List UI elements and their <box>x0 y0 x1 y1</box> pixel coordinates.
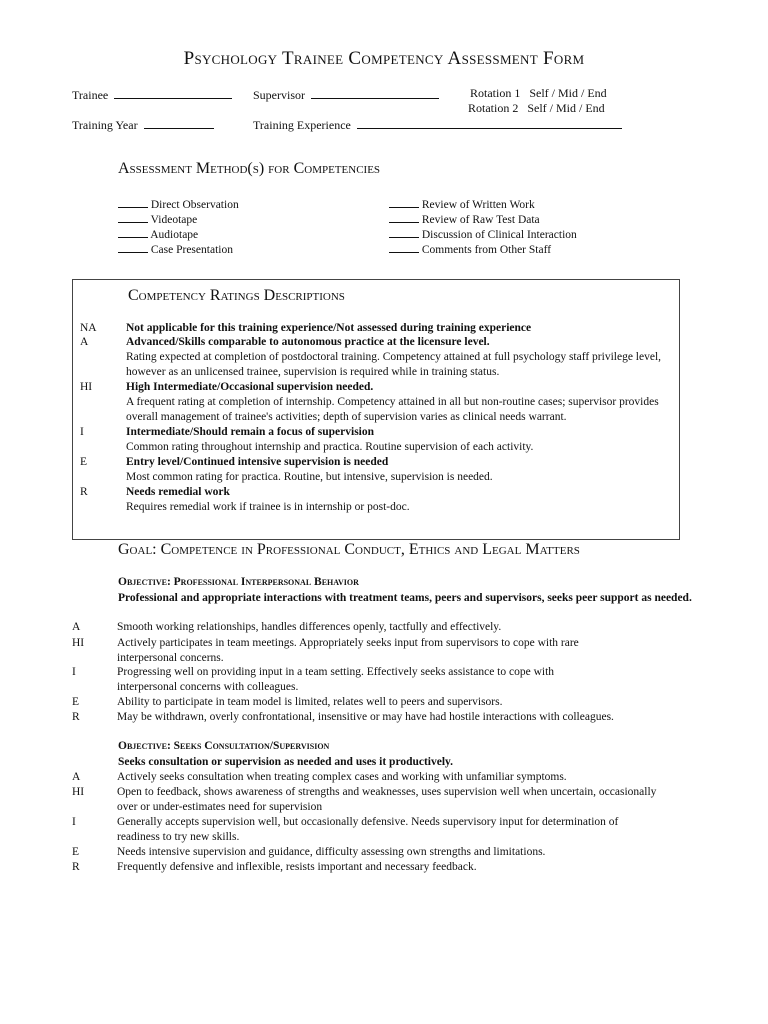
behavior-level <box>72 710 702 725</box>
rating-r <box>80 485 670 515</box>
rating-description: Common rating throughout internship and practica. Routine supervision of each activity. <box>126 441 534 453</box>
training-year-label: Training Year <box>72 118 138 132</box>
method-item <box>118 211 197 226</box>
training-experience-input-line[interactable] <box>357 117 622 129</box>
ratings-heading: Competency Ratings Descriptions <box>128 287 345 304</box>
method-check-line[interactable] <box>118 196 148 208</box>
level-description: Ability to participate in team model is limited, relates well to peers and supervisors. <box>117 696 503 708</box>
level-description: Smooth working relationships, handles differences openly, tactfully and effectively. <box>117 621 502 633</box>
behavior-level <box>72 770 702 785</box>
training-year-field <box>72 117 214 133</box>
method-check-line[interactable] <box>389 211 419 223</box>
level-code: E <box>72 696 80 708</box>
level-code: I <box>72 666 76 678</box>
rotation-1 <box>470 86 607 101</box>
level-code: HI <box>72 786 85 798</box>
method-label: Audiotape <box>150 229 199 241</box>
method-check-line[interactable] <box>389 226 419 238</box>
methods-heading: Assessment Method(s) for Competencies <box>118 160 381 177</box>
rating-title: Intermediate/Should remain a focus of supervision <box>126 426 375 438</box>
method-label: Discussion of Clinical Interaction <box>421 229 577 241</box>
rating-title: Not applicable for this training experience/Not assessed during training experience <box>126 322 532 334</box>
method-item <box>389 226 577 241</box>
rating-title: Advanced/Skills comparable to autonomous practice at the licensure level. <box>126 336 490 348</box>
method-label: Comments from Other Staff <box>421 244 552 256</box>
method-item <box>118 241 233 256</box>
rating-code: I <box>80 426 84 438</box>
behavior-level <box>72 815 702 845</box>
trainee-label: Trainee <box>72 88 109 102</box>
level-description: Frequently defensive and inflexible, resists important and necessary feedback. <box>117 861 477 873</box>
objective-statement: Professional and appropriate interactions with treatment teams, peers and supervisors, seeks peer support as needed. <box>118 592 692 604</box>
rating-hi <box>80 380 670 425</box>
rating-code: A <box>80 336 89 348</box>
method-check-line[interactable] <box>118 241 148 253</box>
objective-statement: Seeks consultation or supervision as needed and uses it productively. <box>118 756 454 768</box>
method-label: Videotape <box>150 214 198 226</box>
behavior-level <box>72 860 702 875</box>
method-label: Case Presentation <box>150 244 233 256</box>
level-code: HI <box>72 637 85 649</box>
objective-title: Objective: Professional Interpersonal Behavior <box>118 576 359 588</box>
rating-code: R <box>80 486 88 498</box>
trainee-field <box>72 87 232 103</box>
behavior-level <box>72 845 702 860</box>
supervisor-field <box>253 87 439 103</box>
rating-description: Requires remedial work if trainee is in internship or post-doc. <box>126 501 410 513</box>
objective-title: Objective: Seeks Consultation/Supervision <box>118 740 330 752</box>
method-label: Review of Raw Test Data <box>421 214 540 226</box>
rotation1-label: Rotation 1 <box>470 86 521 100</box>
method-check-line[interactable] <box>118 226 148 238</box>
rotation1-options[interactable]: Self / Mid / End <box>529 86 607 100</box>
level-code: R <box>72 711 80 723</box>
rating-code: HI <box>80 381 93 393</box>
rotation-2 <box>468 101 605 116</box>
trainee-input-line[interactable] <box>114 87 232 99</box>
method-item <box>389 196 535 211</box>
rating-title: Entry level/Continued intensive supervision is needed <box>126 456 389 468</box>
rating-description: A frequent rating at completion of internship. Competency attained in all but non-routine cases; supervisor provides overall management of trainee's activities; depth of supervision varies as clinical needs warrant. <box>126 396 659 423</box>
level-code: R <box>72 861 80 873</box>
rating-a <box>80 335 670 380</box>
level-code: A <box>72 771 81 783</box>
level-code: E <box>72 846 80 858</box>
level-description: Generally accepts supervision well, but occasionally defensive. Needs supervisory input for determination of readiness to try new skills. <box>117 816 619 843</box>
level-description: May be withdrawn, overly confrontational, insensitive or may have had hostile interactions with colleagues. <box>117 711 614 723</box>
rating-code: NA <box>80 322 97 334</box>
behavior-level <box>72 636 702 666</box>
method-check-line[interactable] <box>118 211 148 223</box>
method-item <box>389 241 551 256</box>
rating-e <box>80 455 670 485</box>
rating-code: E <box>80 456 88 468</box>
behavior-level <box>72 695 702 710</box>
method-item <box>389 211 540 226</box>
method-item <box>118 196 239 211</box>
rating-title: High Intermediate/Occasional supervision needed. <box>126 381 374 393</box>
form-title: Psychology Trainee Competency Assessment Form <box>183 48 585 69</box>
supervisor-label: Supervisor <box>253 88 305 102</box>
method-label: Direct Observation <box>150 199 239 211</box>
level-code: I <box>72 816 76 828</box>
rating-i <box>80 425 670 455</box>
behavior-level <box>72 665 702 695</box>
training-year-input-line[interactable] <box>144 117 214 129</box>
training-experience-field <box>253 117 622 133</box>
method-check-line[interactable] <box>389 196 419 208</box>
rotation2-label: Rotation 2 <box>468 101 519 115</box>
rotation2-options[interactable]: Self / Mid / End <box>527 101 605 115</box>
level-description: Open to feedback, shows awareness of strengths and weaknesses, uses supervision well when uncertain, occasionally over or under-estimates need for supervision <box>117 786 657 813</box>
behavior-level <box>72 620 702 635</box>
rating-description: Most common rating for practica. Routine, but intensive, supervision is needed. <box>126 471 493 483</box>
behavior-level <box>72 785 702 815</box>
rating-na <box>80 321 670 336</box>
method-check-line[interactable] <box>389 241 419 253</box>
level-description: Actively seeks consultation when treating complex cases and working with unfamiliar symptoms. <box>117 771 567 783</box>
level-description: Progressing well on providing input in a team setting. Effectively seeks assistance to cope with interpersonal concerns with colleagues. <box>117 666 555 693</box>
rating-title: Needs remedial work <box>126 486 230 498</box>
level-code: A <box>72 621 81 633</box>
training-experience-label: Training Experience <box>253 118 351 132</box>
goal-heading: Goal: Competence in Professional Conduct, Ethics and Legal Matters <box>118 541 580 558</box>
level-description: Needs intensive supervision and guidance, difficulty assessing own strengths and limitations. <box>117 846 546 858</box>
level-description: Actively participates in team meetings. Appropriately seeks input from supervisors to cope with rare interpersonal concerns. <box>117 637 579 664</box>
method-label: Review of Written Work <box>421 199 535 211</box>
supervisor-input-line[interactable] <box>311 87 439 99</box>
method-item <box>118 226 198 241</box>
rating-description: Rating expected at completion of postdoctoral training. Competency attained at full psychology staff privilege level, however as an unlicensed trainee, supervision is required while in training status. <box>126 351 662 378</box>
